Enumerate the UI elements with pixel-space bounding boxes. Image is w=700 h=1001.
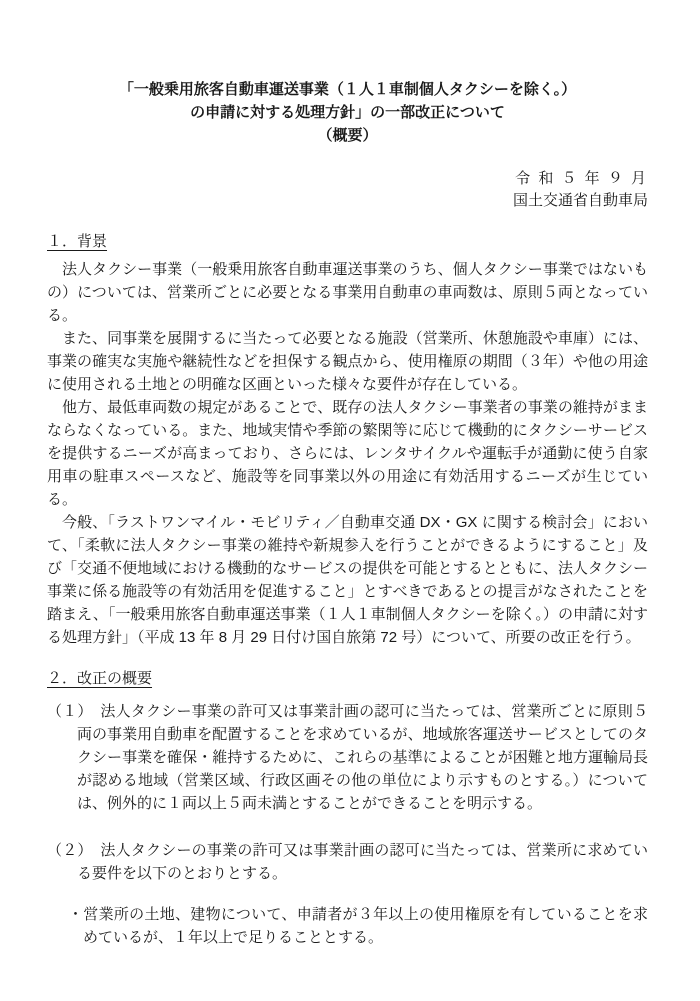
background-paragraph-1: 法人タクシー事業（一般乗用旅客自動車運送事業のうち、個人タクシー事業ではないもの）については、営業所ごとに必要となる事業用自動車の車両数は、原則５両となっている。 bbox=[47, 261, 648, 324]
document-meta bbox=[47, 168, 648, 212]
title-line-2: の申請に対する処理方針」の一部改正について bbox=[190, 104, 505, 121]
section-revision-summary-body bbox=[47, 700, 648, 949]
section-revision-summary bbox=[47, 667, 648, 949]
section-background-heading: １．背景 bbox=[47, 233, 108, 250]
title-line-3: （概要） bbox=[317, 127, 378, 144]
document-title bbox=[47, 78, 648, 147]
revision-item-1: （１） 法人タクシー事業の許可又は事業計画の認可に当たっては、営業所ごとに原則５両の事業用自動車を配置することを求めているが、地域旅客運送サービスとしてのタクシー事業を確保・維持するために、これらの基準によることが困難と地方運輸局長が認める地域（営業区域、行政区画その他の単位により示すものとする。）については、例外的に１両以上５両未満とすることができることを明示する。 bbox=[47, 703, 648, 812]
section-background-body bbox=[47, 258, 648, 649]
section-background bbox=[47, 230, 648, 649]
background-paragraph-4: 今般、「ラストワンマイル・モビリティ／自動車交通 DX・GX に関する検討会」において、「柔軟に法人タクシー事業の維持や新規参入を行うことができるようにすること」及び「交通不便地域における機動的なサービスの提供を可能とするとともに、法人タクシー事業に係る施設等の有効活用を促進すること」とすべきであるとの提言がなされたことを踏まえ、「一般乗用旅客自動車運送事業（１人１車制個人タクシーを除く。）の申請に対する処理方針」（平成 13 年 8 月 29 日付け国自旅第 72 号）について、所要の改正を行う。 bbox=[47, 514, 648, 646]
document-date: 令 和 ５ 年 ９ 月 bbox=[515, 170, 648, 187]
revision-item-2-bullet: ・営業所の土地、建物について、申請者が３年以上の使用権原を有していることを求めているが、１年以上で足りることとする。 bbox=[68, 906, 648, 946]
document-organization: 国土交通省自動車局 bbox=[512, 192, 648, 209]
title-line-1: 「一般乗用旅客自動車運送事業（１人１車制個人タクシーを除く。） bbox=[118, 81, 577, 98]
section-revision-summary-heading: ２．改正の概要 bbox=[47, 670, 153, 687]
background-paragraph-3: 他方、最低車両数の規定があることで、既存の法人タクシー事業者の事業の維持がままならなくなっている。また、地域実情や季節の繁閑等に応じて機動的にタクシーサービスを提供するニーズが高まっており、さらには、レンタサイクルや運転手が通勤に使う自家用車の駐車スペースなど、施設等を同事業以外の用途に有効活用するニーズが生じている。 bbox=[47, 399, 648, 508]
revision-item-2: （２） 法人タクシーの事業の許可又は事業計画の認可に当たっては、営業所に求めている要件を以下のとおりとする。 bbox=[47, 842, 648, 882]
background-paragraph-2: また、同事業を展開するに当たって必要となる施設（営業所、休憩施設や車庫）には、事業の確実な実施や継続性などを担保する観点から、使用権原の期間（３年）や他の用途に使用される土地との明確な区画といった様々な要件が存在している。 bbox=[47, 330, 648, 393]
